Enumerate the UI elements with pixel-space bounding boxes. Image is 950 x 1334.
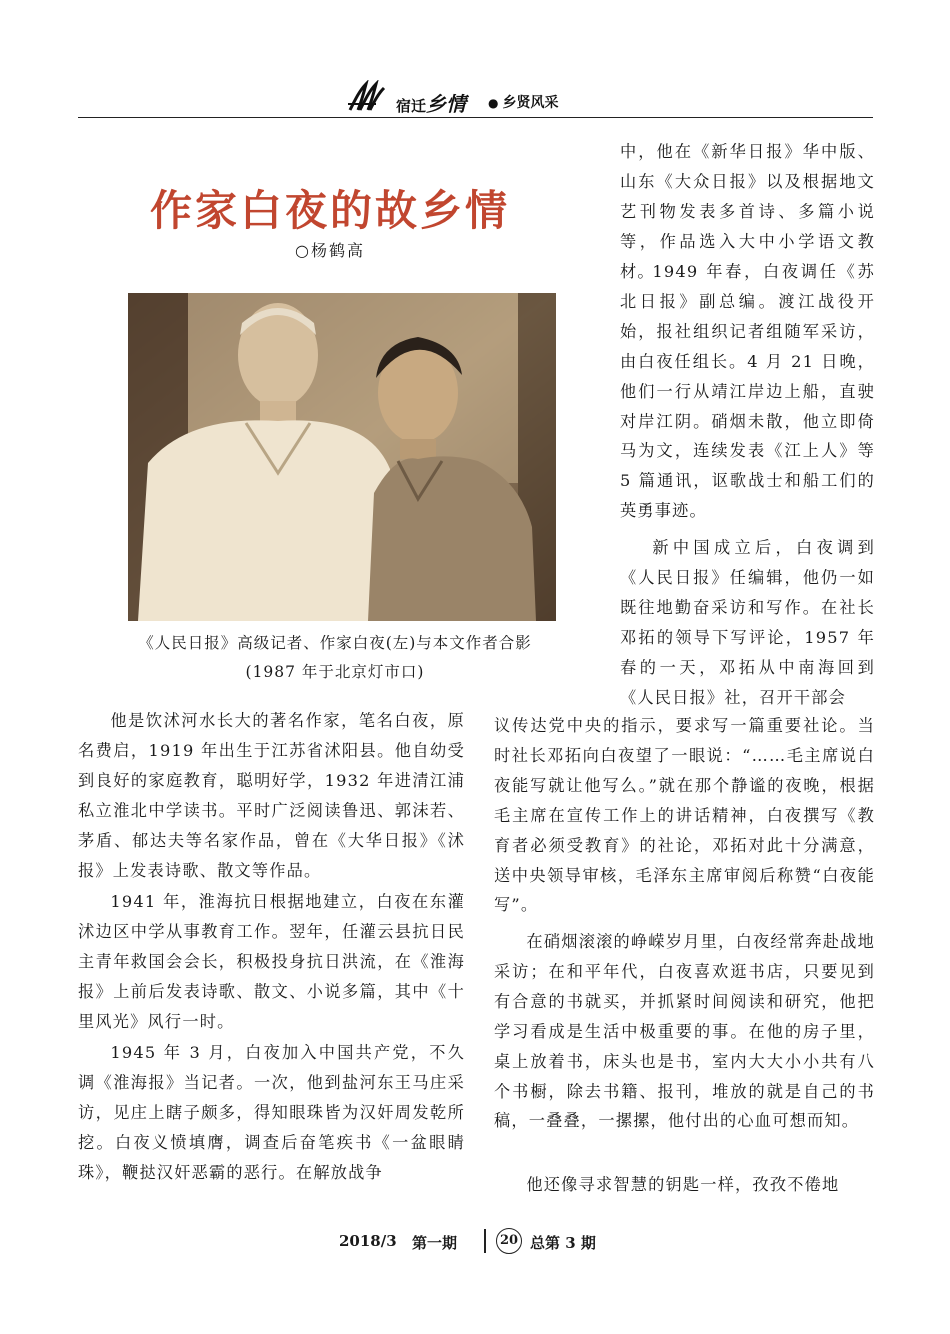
footer-issue: 第一期 xyxy=(412,1234,458,1252)
paragraph-continued: 议传达党中央的指示，要求写一篇重要社论。当时社长邓拓向白夜望了一眼说：“……毛主席说白夜能写就让他写么。”就在那个静谧的夜晚，根据毛主席在宣传工作上的讲话精神，白夜撰写《教育者必须受教育》的社论，邓拓对此十分满意，送中央领导审核，毛泽东主席审阅后称赞“白夜能写”。 xyxy=(494,716,875,915)
photo-caption-line2: (1987 年于北京灯市口) xyxy=(245,663,425,681)
paragraph: 新中国成立后，白夜调到《人民日报》任编辑，他仍一如既往地勤奋采访和写作。在社长邓拓的领导下写评论，1957 年春的一天，邓拓从中南海回到《人民日报》社，召开干部会 xyxy=(620,538,875,707)
paragraph: 他还像寻求智慧的钥匙一样，孜孜不倦地 xyxy=(526,1175,840,1194)
header-rule xyxy=(78,117,873,118)
paragraph: 1941 年，淮海抗日根据地建立，白夜在东灌沭边区中学从事教育工作。翌年，任灌云县抗日民主青年救国会会长，积极投身抗日洪流，在《淮海报》上前后发表诗歌、散文、小说多篇，其中《十里风光》风行一时。 xyxy=(78,892,465,1031)
magazine-logo-icon xyxy=(346,80,386,114)
paragraph: 中，他在《新华日报》华中版、山东《大众日报》以及根据地文艺刊物发表多首诗、多篇小说等，作品选入大中小学语文教材。 xyxy=(620,142,875,281)
article-photo xyxy=(128,293,556,621)
page-footer xyxy=(0,1228,950,1256)
footer-date: 2018/3 xyxy=(339,1232,397,1250)
article-title: 作家白夜的故乡情 xyxy=(149,186,510,235)
paragraph: 1945 年 3 月，白夜加入中国共产党，不久调《淮海报》当记者。一次，他到盐河东王马庄采访，见庄上瞎子颇多，得知眼珠皆为汉奸周发乾所挖。白夜义愤填膺，调查后奋笔疾书《一盆眼睛珠》，鞭挞汉奸恶霸的恶行。在解放战争 xyxy=(78,1043,465,1182)
paragraph: 他是饮沭河水长大的著名作家，笔名白夜，原名费启，1919 年出生于江苏省沭阳县。他自幼受到良好的家庭教育，聪明好学，1932 年进清江浦私立淮北中学读书。平时广泛阅读鲁迅、郭沫若、茅盾、郁达夫等名家作品，曾在《大华日报》《沭报》上发表诗歌、散文等作品。 xyxy=(78,711,465,880)
photo-caption-line1: 《人民日报》高级记者、作家白夜(左)与本文作者合影 xyxy=(138,634,532,652)
section-label: ● 乡贤风采 xyxy=(488,92,558,112)
footer-divider xyxy=(484,1229,486,1253)
brand-big: 乡情 xyxy=(426,92,467,116)
page-header xyxy=(78,80,873,118)
paragraph: 1949 年春，白夜调任《苏北日报》副总编。渡江战役开始，报社组织记者组随军采访，由白夜任组长。4 月 21 日晚，他们一行从靖江岸边上船，直驶对岸江阴。硝烟未散，他立即倚马为文，连续发表《江上人》等 5 篇通讯，讴歌战士和船工们的英勇事迹。 xyxy=(620,262,875,521)
article-author: ○杨鹤高 xyxy=(295,241,365,260)
magazine-name xyxy=(396,88,466,117)
photo-illustration xyxy=(128,293,556,621)
footer-total-issue: 总第 3 期 xyxy=(530,1234,596,1252)
brand-small: 宿迁 xyxy=(396,97,427,115)
page-number: 20 xyxy=(496,1228,522,1254)
paragraph: 在硝烟滚滚的峥嵘岁月里，白夜经常奔赴战地采访；在和平年代，白夜喜欢逛书店，只要见到有合意的书就买，并抓紧时间阅读和研究，他把学习看成是生活中极重要的事。在他的房子里，桌上放着书，床头也是书，室内大大小小共有八个书橱，除去书籍、报刊，堆放的就是自己的书稿，一叠叠，一摞摞，他付出的心血可想而知。 xyxy=(494,932,875,1131)
